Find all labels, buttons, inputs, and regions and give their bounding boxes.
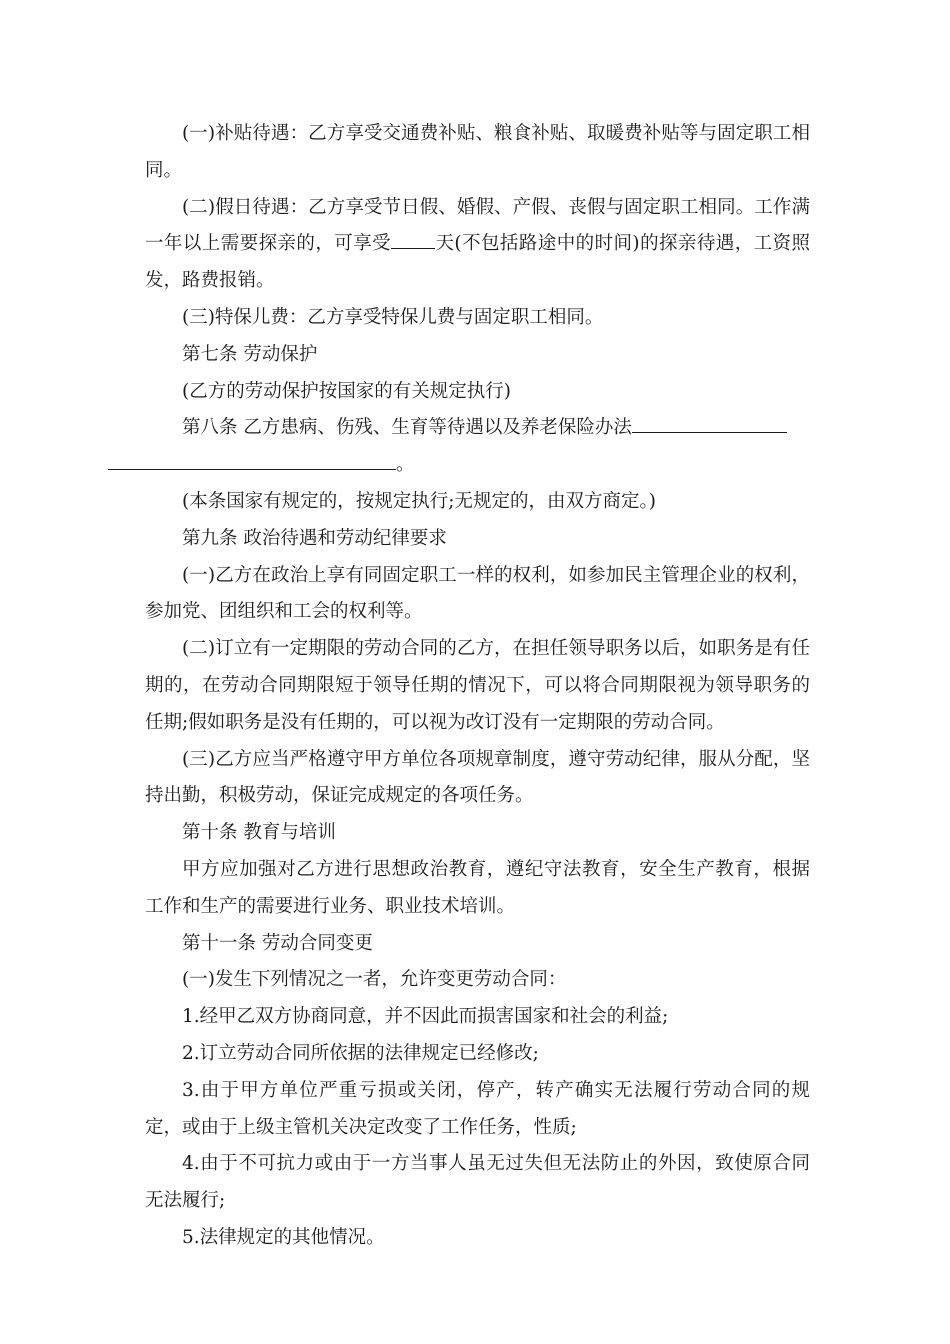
paragraph-political-rights (145, 558, 810, 632)
fill-blank-days (391, 226, 435, 249)
paragraph-text: 。 (396, 454, 415, 476)
heading-text: 第十条 教育与培训 (182, 822, 336, 844)
fill-blank-insurance-2 (108, 447, 396, 470)
paragraph-text: (一)发生下列情况之一者，允许变更劳动合同： (182, 969, 567, 991)
paragraph-text: 天(不包括路途中的时间)的探亲待遇，工资照发，路费报销。 (145, 233, 810, 292)
paragraph-text: (一)乙方在政治上享有同固定职工一样的权利，如参加民主管理企业的权利，参加党、团组织和工会的权利等。 (145, 564, 810, 623)
article-heading-7 (145, 337, 810, 374)
paragraph-holiday (145, 190, 810, 300)
article-heading-11 (145, 926, 810, 963)
paragraph-text: 4.由于不可抗力或由于一方当事人虽无过失但无法防止的外因，致使原合同无法履行; (145, 1153, 810, 1212)
heading-text: 第八条 乙方患病、伤残、生育等待遇以及养老保险办法 (182, 417, 632, 439)
paragraph-text: (乙方的劳动保护按国家的有关规定执行) (182, 380, 511, 402)
list-item-2 (145, 1036, 810, 1073)
paragraph-text: 1.经甲乙双方协商同意，并不因此而损害国家和社会的利益; (182, 1006, 669, 1028)
paragraph-leadership-term (145, 631, 810, 741)
paragraph-text: 5.法律规定的其他情况。 (182, 1226, 385, 1248)
paragraph-discipline (145, 742, 810, 816)
paragraph-text: (一)补贴待遇：乙方享受交通费补贴、粮食补贴、取暖费补贴等与固定职工相同。 (145, 123, 810, 181)
document-body (145, 116, 810, 1257)
paragraph-text: (本条国家有规定的，按规定执行;无规定的，由双方商定。) (182, 490, 656, 512)
list-item-1 (145, 999, 810, 1036)
list-item-4 (145, 1146, 810, 1220)
article-heading-8 (145, 410, 810, 484)
paragraph-text: 3.由于甲方单位严重亏损或关闭，停产，转产确实无法履行劳动合同的规定，或由于上级主管机关决定改变了工作任务，性质; (145, 1079, 810, 1138)
paragraph-training (145, 852, 810, 926)
paragraph-protection (145, 374, 810, 411)
article-heading-9 (145, 521, 810, 558)
paragraph-text: (三)特保儿费：乙方享受特保儿费与固定职工相同。 (182, 306, 604, 328)
list-item-3 (145, 1073, 810, 1147)
paragraph-text: (二)订立有一定期限的劳动合同的乙方，在担任领导职务以后，如职务是有任期的，在劳动合同期限短于领导任期的情况下，可以将合同期限视为领导职务的任期;假如职务是没有任期的，可以视为改订没有一定期限的劳动合同。 (145, 638, 810, 733)
list-item-5 (145, 1220, 810, 1257)
heading-text: 第十一条 劳动合同变更 (182, 932, 373, 954)
paragraph-text: 2.订立劳动合同所依据的法律规定已经修改; (182, 1042, 539, 1064)
paragraph-change-conditions (145, 962, 810, 999)
paragraph-child-fee (145, 300, 810, 337)
paragraph-subsidy (145, 116, 810, 190)
paragraph-note (145, 484, 810, 521)
paragraph-text: (三)乙方应当严格遵守甲方单位各项规章制度，遵守劳动纪律，服从分配，坚持出勤，积极劳动，保证完成规定的各项任务。 (145, 748, 810, 807)
fill-blank-insurance-1 (632, 410, 787, 433)
heading-text: 第七条 劳动保护 (182, 343, 318, 365)
paragraph-text: 甲方应加强对乙方进行思想政治教育，遵纪守法教育，安全生产教育，根据工作和生产的需要进行业务、职业技术培训。 (145, 858, 810, 917)
paragraph-text: (二)假日待遇：乙方享受节日假、婚假、产假、丧假与固定职工相同。工作满一年以上需要探亲的，可享受 (145, 196, 810, 255)
article-heading-10 (145, 815, 810, 852)
heading-text: 第九条 政治待遇和劳动纪律要求 (182, 527, 447, 549)
